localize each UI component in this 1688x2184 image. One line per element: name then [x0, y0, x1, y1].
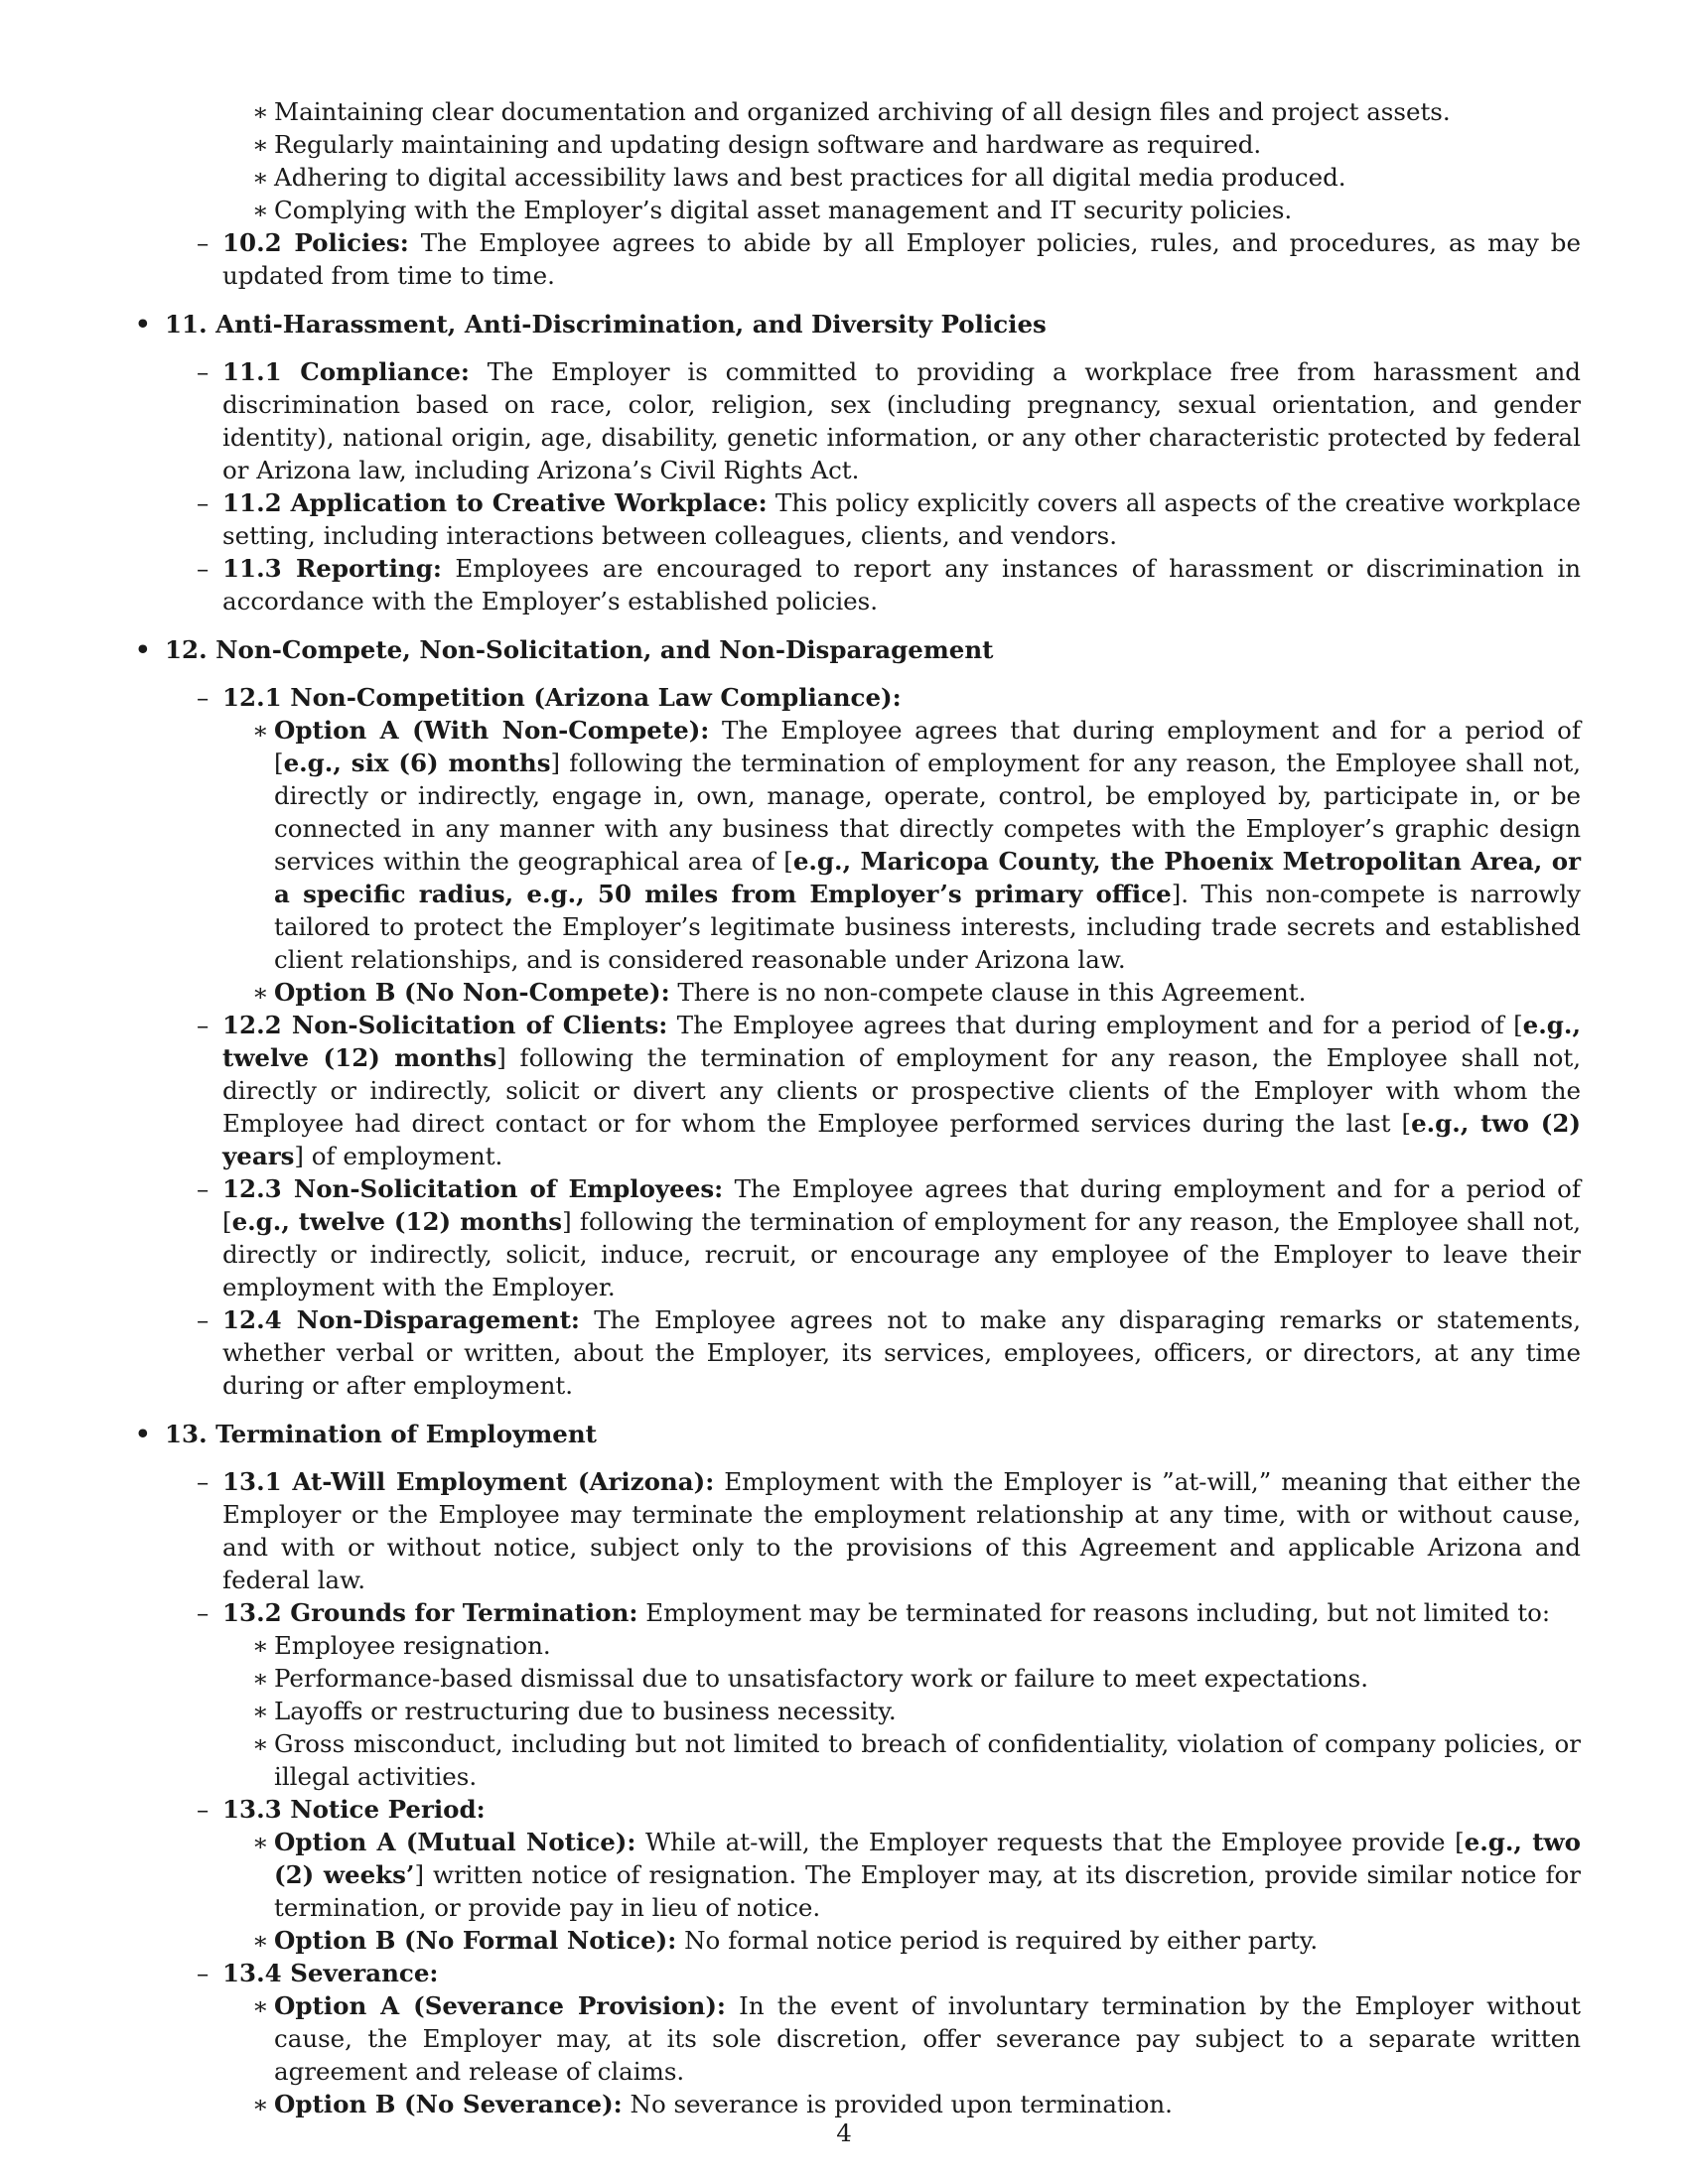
list-item — [222, 161, 1581, 194]
clause-label: 12.3 Non-Solicitation of Employees: — [222, 1174, 724, 1203]
clause-label: 11.1 Compliance: — [222, 357, 470, 386]
clause-label: 11.3 Reporting: — [222, 554, 442, 583]
clause-text: ] following the termination of employment for any reason, the Employee shall not, directly or indirectly, solicit, induce, recruit, or encourage any employee of the Employer to leave their employment with the Employer. — [222, 1207, 1581, 1301]
clause-text: This policy explicitly covers all aspects of the creative workplace setting, including interactions between colleagues, clients, and vendors. — [222, 488, 1581, 550]
star-bullet: ∗ — [252, 978, 269, 1007]
clause-10-2 — [165, 226, 1581, 292]
list-item — [222, 1629, 1581, 1662]
option-label: Option A (Mutual Notice): — [274, 1828, 636, 1856]
clause-label: 12.4 Non-Disparagement: — [222, 1305, 580, 1334]
option-label: Option B (No Severance): — [274, 2090, 623, 2118]
dash-bullet: – — [197, 683, 210, 712]
option-text: ] following the termination of employment for any reason, the Employee shall not, directly or indirectly, engage in, own, manage, operate, control, be employed by, participate in, or be connected in any manner with any business that directly competes with the Employer’s graphic design services within the geographical area of [ — [274, 749, 1581, 876]
option-b-severance — [222, 2088, 1581, 2120]
document-page — [135, 95, 1581, 2120]
dash-bullet: – — [197, 1467, 210, 1496]
star-bullet: ∗ — [252, 1828, 269, 1856]
dot-bullet: • — [135, 635, 151, 664]
option-text: The Employee agrees that during employment and for a period of [ — [274, 716, 1581, 777]
clause-text: Employees are encouraged to report any instances of harassment or discrimination in accordance with the Employer’s established policies. — [222, 554, 1581, 615]
clause-label: 12.2 Non-Solicitation of Clients: — [222, 1011, 668, 1039]
star-bullet: ∗ — [252, 1697, 269, 1725]
option-text: ] written notice of resignation. The Employer may, at its discretion, provide similar notice for termination, or provide pay in lieu of notice. — [274, 1860, 1581, 1922]
placeholder-text: e.g., Maricopa County, the Phoenix Metropolitan Area, or a specific radius, e.g., 50 miles from Employer’s primary office — [274, 847, 1581, 908]
list-item-text: Performance-based dismissal due to unsatisfactory work or failure to meet expectations. — [274, 1664, 1368, 1693]
clause-text: Employment with the Employer is ”at-will,” meaning that either the Employer or the Employee may terminate the employment relationship at any time, with or without cause, and with or without notice, subject only to the provisions of this Agreement and applicable Arizona and federal law. — [222, 1467, 1581, 1594]
section-11-heading — [135, 308, 1581, 341]
page-number: 4 — [836, 2118, 852, 2147]
section-heading-text: 11. Anti-Harassment, Anti-Discrimination, and Diversity Policies — [165, 310, 1047, 339]
clause-11-1 — [165, 355, 1581, 486]
placeholder-text: e.g., two (2) weeks’ — [274, 1828, 1581, 1889]
clause-12-2 — [165, 1009, 1581, 1172]
placeholder-text: e.g., six (6) months — [283, 749, 551, 777]
option-text: No severance is provided upon termination. — [622, 2090, 1173, 2118]
clause-label: 12.1 Non-Competition (Arizona Law Compliance): — [222, 683, 902, 712]
clause-13-2 — [165, 1596, 1581, 1629]
option-b-non-compete — [222, 976, 1581, 1009]
dash-bullet: – — [197, 1959, 210, 1987]
option-text: There is no non-compete clause in this Agreement. — [669, 978, 1307, 1007]
clause-13-1 — [165, 1465, 1581, 1596]
section-heading-text: 12. Non-Compete, Non-Solicitation, and Non-Disparagement — [165, 635, 994, 664]
clause-text: Employment may be terminated for reasons including, but not limited to: — [637, 1598, 1551, 1627]
dash-bullet: – — [197, 1598, 210, 1627]
clause-11-3 — [165, 552, 1581, 617]
list-item-text: Employee resignation. — [274, 1631, 551, 1660]
star-bullet: ∗ — [252, 1664, 269, 1693]
clause-label: 10.2 Policies: — [222, 228, 409, 257]
section-12-heading — [135, 633, 1581, 666]
star-bullet: ∗ — [252, 163, 269, 192]
list-item-text: Adhering to digital accessibility laws and best practices for all digital media produced. — [274, 163, 1346, 192]
option-label: Option B (No Formal Notice): — [274, 1926, 677, 1955]
clause-label: 13.3 Notice Period: — [222, 1795, 486, 1824]
star-bullet: ∗ — [252, 2090, 269, 2118]
clause-text: The Employee agrees that during employment and for a period of [ — [222, 1174, 1581, 1236]
list-item — [222, 128, 1581, 161]
option-label: Option A (With Non-Compete): — [274, 716, 710, 745]
clause-label: 13.4 Severance: — [222, 1959, 439, 1987]
clause-12-3 — [165, 1172, 1581, 1303]
clause-13-4 — [165, 1957, 1581, 1989]
clause-label: 11.2 Application to Creative Workplace: — [222, 488, 768, 517]
list-item — [222, 1727, 1581, 1793]
list-item-text: Maintaining clear documentation and organized archiving of all design files and project assets. — [274, 97, 1451, 126]
list-item-text: Layoffs or restructuring due to business necessity. — [274, 1697, 897, 1725]
placeholder-text: e.g., twelve (12) months — [222, 1011, 1581, 1072]
clause-text: The Employee agrees that during employment and for a period of [ — [667, 1011, 1523, 1039]
option-text: While at-will, the Employer requests that the Employee provide [ — [635, 1828, 1465, 1856]
star-bullet: ∗ — [252, 97, 269, 126]
dot-bullet: • — [135, 310, 151, 339]
option-label: Option A (Severance Provision): — [274, 1991, 726, 2020]
dash-bullet: – — [197, 554, 210, 583]
dot-bullet: • — [135, 1420, 151, 1448]
list-item-text: Complying with the Employer’s digital asset management and IT security policies. — [274, 196, 1293, 224]
option-text: No formal notice period is required by either party. — [676, 1926, 1319, 1955]
dash-bullet: – — [197, 1174, 210, 1203]
dash-bullet: – — [197, 357, 210, 386]
dash-bullet: – — [197, 228, 210, 257]
clause-text: ] of employment. — [294, 1142, 503, 1170]
star-bullet: ∗ — [252, 716, 269, 745]
section-heading-text: 13. Termination of Employment — [165, 1420, 597, 1448]
placeholder-text: e.g., twelve (12) months — [231, 1207, 563, 1236]
option-text: In the event of involuntary termination by the Employer without cause, the Employer may, at its sole discretion, offer severance pay subject to a separate written agreement and release of claims. — [274, 1991, 1581, 2086]
list-item — [222, 1662, 1581, 1695]
clause-13-3 — [165, 1793, 1581, 1826]
star-bullet: ∗ — [252, 196, 269, 224]
option-label: Option B (No Non-Compete): — [274, 978, 670, 1007]
option-a-severance — [222, 1989, 1581, 2088]
clause-12-1 — [165, 681, 1581, 714]
list-item-text: Gross misconduct, including but not limited to breach of confidentiality, violation of company policies, or illegal activities. — [274, 1729, 1581, 1791]
star-bullet: ∗ — [252, 130, 269, 159]
section-13-heading — [135, 1418, 1581, 1450]
dash-bullet: – — [197, 488, 210, 517]
star-bullet: ∗ — [252, 1631, 269, 1660]
star-bullet: ∗ — [252, 1729, 269, 1758]
option-a-non-compete — [222, 714, 1581, 976]
clause-text: ] following the termination of employment for any reason, the Employee shall not, directly or indirectly, solicit or divert any clients or prospective clients of the Employer with whom the Employee had direct contact or for whom the Employee performed services during the last [ — [222, 1043, 1581, 1138]
option-b-notice — [222, 1924, 1581, 1957]
list-item — [222, 194, 1581, 226]
list-item — [222, 1695, 1581, 1727]
dash-bullet: – — [197, 1795, 210, 1824]
list-item-text: Regularly maintaining and updating design software and hardware as required. — [274, 130, 1262, 159]
clause-text: The Employee agrees not to make any disparaging remarks or statements, whether verbal or written, about the Employer, its services, employees, officers, or directors, at any time during or after employment. — [222, 1305, 1581, 1400]
clause-label: 13.2 Grounds for Termination: — [222, 1598, 638, 1627]
placeholder-text: e.g., two (2) years — [222, 1109, 1581, 1170]
star-bullet: ∗ — [252, 1926, 269, 1955]
clause-text: The Employee agrees to abide by all Employer policies, rules, and procedures, as may be updated from time to time. — [222, 228, 1581, 290]
option-a-notice — [222, 1826, 1581, 1924]
star-bullet: ∗ — [252, 1991, 269, 2020]
clause-12-4 — [165, 1303, 1581, 1402]
dash-bullet: – — [197, 1011, 210, 1039]
clause-11-2 — [165, 486, 1581, 552]
clause-text: The Employer is committed to providing a workplace free from harassment and discrimination based on race, color, religion, sex (including pregnancy, sexual orientation, and gender identity), national origin, age, disability, genetic information, or any other characteristic protected by federal or Arizona law, including Arizona’s Civil Rights Act. — [222, 357, 1581, 484]
dash-bullet: – — [197, 1305, 210, 1334]
clause-label: 13.1 At-Will Employment (Arizona): — [222, 1467, 715, 1496]
list-item — [222, 95, 1581, 128]
option-text: ]. This non-compete is narrowly tailored to protect the Employer’s legitimate business interests, including trade secrets and established client relationships, and is considered reasonable under Arizona law. — [274, 880, 1581, 974]
